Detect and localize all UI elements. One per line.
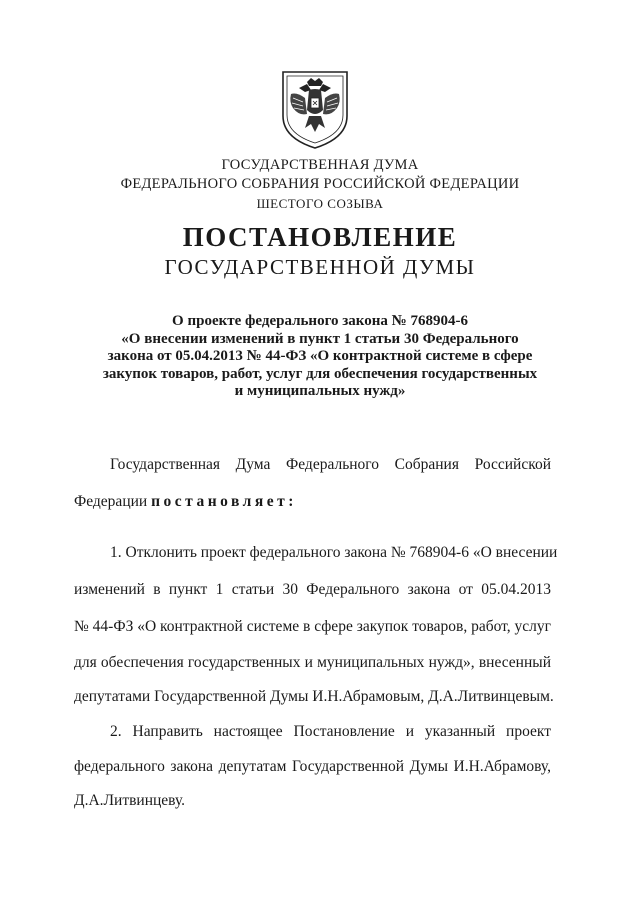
subject-line: О проекте федерального закона № 768904-6 [172,313,468,329]
preamble-line [74,492,551,512]
item-2-line: 2. Направить настоящее Постановление и указанный проект [110,723,551,740]
item-2-line: федерального закона депутатам Государственной Думы И.Н.Абрамову, [74,758,551,775]
subject-line: и муниципальных нужд» [234,383,406,399]
preamble-paragraph-end [74,492,551,512]
subject-line: закупок товаров, работ, услуг для обеспечения государственных [102,365,538,382]
item-2-line-2 [74,757,551,777]
coat-of-arms-emblem [277,68,353,150]
resolution-verb: постановляет: [151,493,297,510]
item-1-line: изменений в пункт 1 статьи 30 Федерального закона от 05.04.2013 [74,581,551,598]
item-1-line-2 [74,580,551,600]
document-subject [80,313,560,401]
issuer-convocation: ШЕСТОГО СОЗЫВА [256,196,384,211]
item-1-line-1 [74,543,558,563]
item-1-line-5 [74,687,554,707]
document-title: ПОСТАНОВЛЕНИЕ [182,222,458,252]
item-1-line-3 [74,617,551,637]
item-2-line-3 [74,791,551,811]
document-subtitle: ГОСУДАРСТВЕННОЙ ДУМЫ [164,255,476,279]
item-1-line-4 [74,653,551,673]
issuer-header [0,156,640,213]
subject-line: «О внесении изменений в пункт 1 статьи 30 Федерального [121,330,519,347]
item-2-line: Д.А.Литвинцеву. [74,792,186,809]
item-1-line: депутатами Государственной Думы И.Н.Абрамовым, Д.А.Литвинцевым. [74,688,554,705]
item-1-line: для обеспечения государственных и муниципальных нужд», внесенный [74,654,551,671]
issuer-line-1: ГОСУДАРСТВЕННАЯ ДУМА [221,157,419,173]
subject-line: закона от 05.04.2013 № 44-ФЗ «О контрактной системе в сфере [107,348,533,364]
item-1-line: № 44-ФЗ «О контрактной системе в сфере закупок товаров, работ, услуг [74,618,551,635]
preamble-line: Государственная Дума Федерального Собрания Российской [110,456,551,473]
item-1-line: 1. Отклонить проект федерального закона № 768904-6 «О внесении [110,544,558,561]
issuer-line-2: ФЕДЕРАЛЬНОГО СОБРАНИЯ РОССИЙСКОЙ ФЕДЕРАЦИИ [120,176,520,192]
preamble-paragraph [74,455,551,475]
item-2-line-1 [74,722,551,742]
preamble-word: Федерации [74,493,148,510]
